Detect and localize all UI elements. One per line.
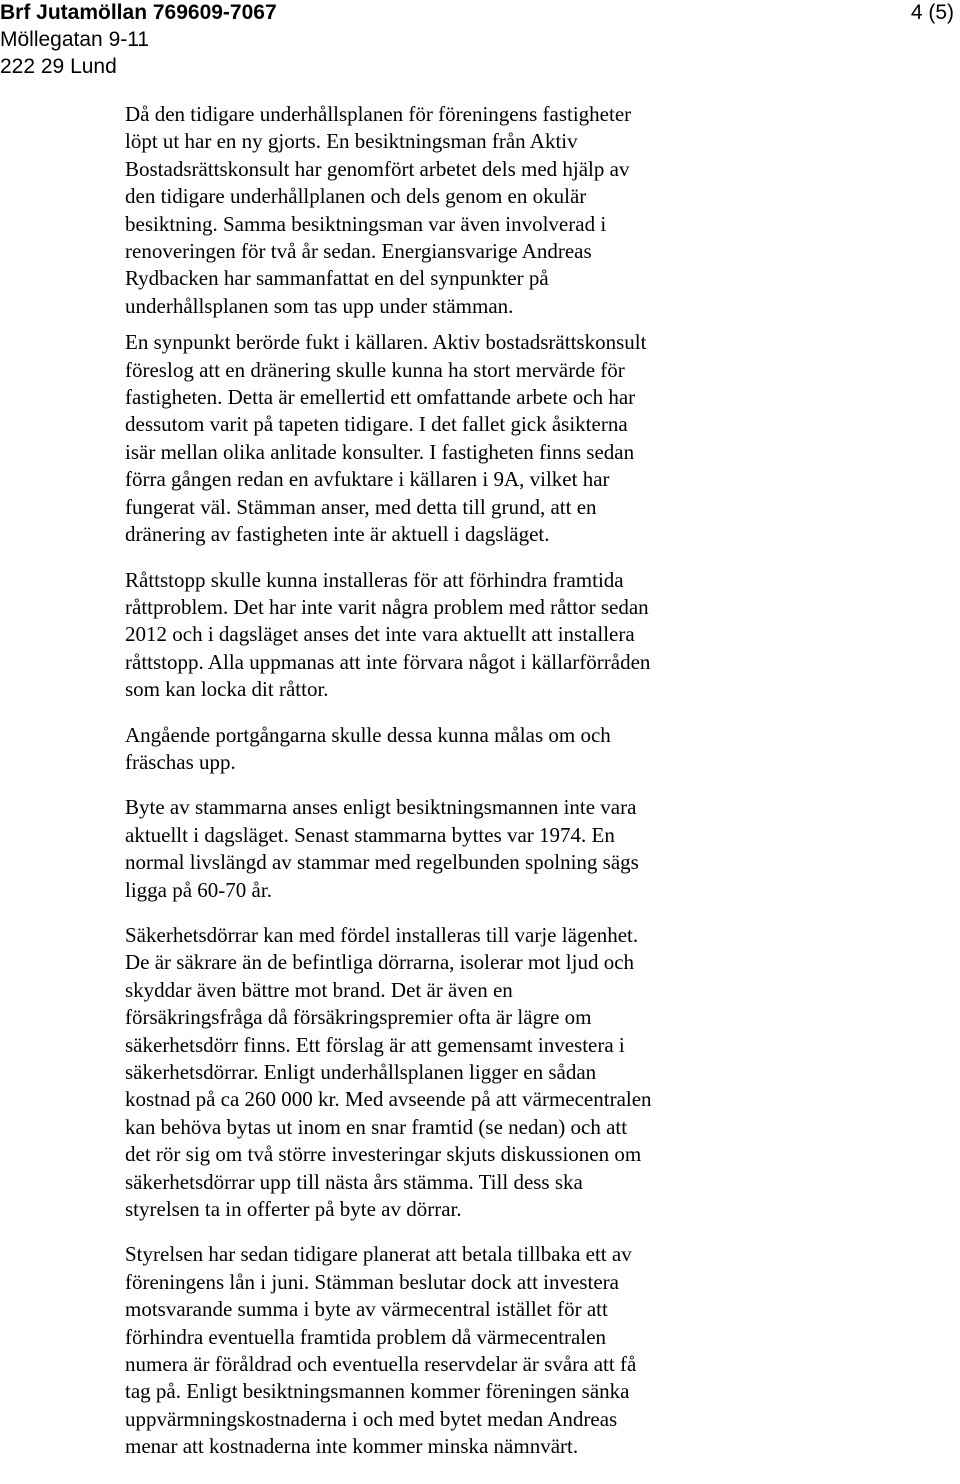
street-address: Möllegatan 9-11: [0, 28, 150, 51]
document-body: [125, 101, 735, 1461]
paragraph-passageways: Angående portgångarna skulle dessa kunna målas om och fräschas upp.: [125, 722, 611, 774]
paragraph-heating-central: Styrelsen har sedan tidigare planerat att betala tillbaka ett av föreningens lån i juni. Stämman beslutar dock att investera motsvarande summa i byte av värmecentral istället för att förhindra eventuella framtida problem då värmecentralen numera är föråldrad och eventuella reservdelar är svåra att få tag på. Enligt besiktningsmannen kommer föreningen sänka uppvärmningskostnaderna i och med bytet medan Andreas menar att kostnaderna inte kommer minska nämnvärt.: [125, 1242, 637, 1459]
paragraph-basement-moisture: En synpunkt berörde fukt i källaren. Aktiv bostadsrättskonsult föreslog att en dränering skulle kunna ha stort mervärde för fastigheten. Detta är emellertid ett omfattande arbete och har dessutom varit på tapeten tidigare. I det fallet gick åsikterna isär mellan olika anlitade konsulter. I fastigheten finns sedan förra gången redan en avfuktare i källaren i 9A, vilket har fungerat väl. Stämman anser, med detta till grund, att en dränering av fastigheten inte är aktuell i dagsläget.: [125, 330, 647, 547]
paragraph-security-doors: Säkerhetsdörrar kan med fördel installeras till varje lägenhet. De är säkrare än de befintliga dörrarna, isolerar mot ljud och skyddar även bättre mot brand. Det är även en försäkringsfråga då försäkringspremier ofta är lägre om säkerhetsdörr finns. Ett förslag är att gemensamt investera i säkerhetsdörrar. Enligt underhållsplanen ligger en sådan kostnad på ca 260 000 kr. Med avseende på att värmecentralen kan behöva bytas ut inom en snar framtid (se nedan) och att det rör sig om två större investeringar skjuts diskussionen om säkerhetsdörrar upp till nästa års stämma. Till dess ska styrelsen ta in offerter på byte av dörrar.: [125, 922, 652, 1222]
sender-address-block: [0, 0, 277, 80]
paragraph-pipes: Byte av stammarna anses enligt besiktningsmannen inte vara aktuellt i dagsläget. Senast stammarna byttes var 1974. En normal livslängd av stammar med regelbunden spolning sägs ligga på 60-70 år.: [125, 795, 639, 902]
page-number: 4 (5): [910, 1, 954, 24]
postal-address: 222 29 Lund: [0, 55, 117, 78]
paragraph-maintenance-plan: Då den tidigare underhållsplanen för föreningens fastigheter löpt ut har en ny gjorts. En besiktningsman från Aktiv Bostadsrättskonsult har genomfört arbetet dels med hjälp av den tidigare underhållplanen och dels genom en okulär besiktning. Samma besiktningsman var även involverad i renoveringen för två år sedan. Energiansvarige Andreas Rydbacken har sammanfattat en del synpunkter på underhållsplanen som tas upp under stämman.: [125, 102, 632, 318]
organization-name: Brf Jutamöllan 769609-7067: [0, 1, 277, 24]
paragraph-rat-stop: Råttstopp skulle kunna installeras för att förhindra framtida råttproblem. Det har inte varit några problem med råttor sedan 2012 och i dagsläget anses det inte vara aktuellt att installera råttstopp. Alla uppmanas att inte förvara något i källarförråden som kan locka dit råttor.: [125, 567, 651, 702]
